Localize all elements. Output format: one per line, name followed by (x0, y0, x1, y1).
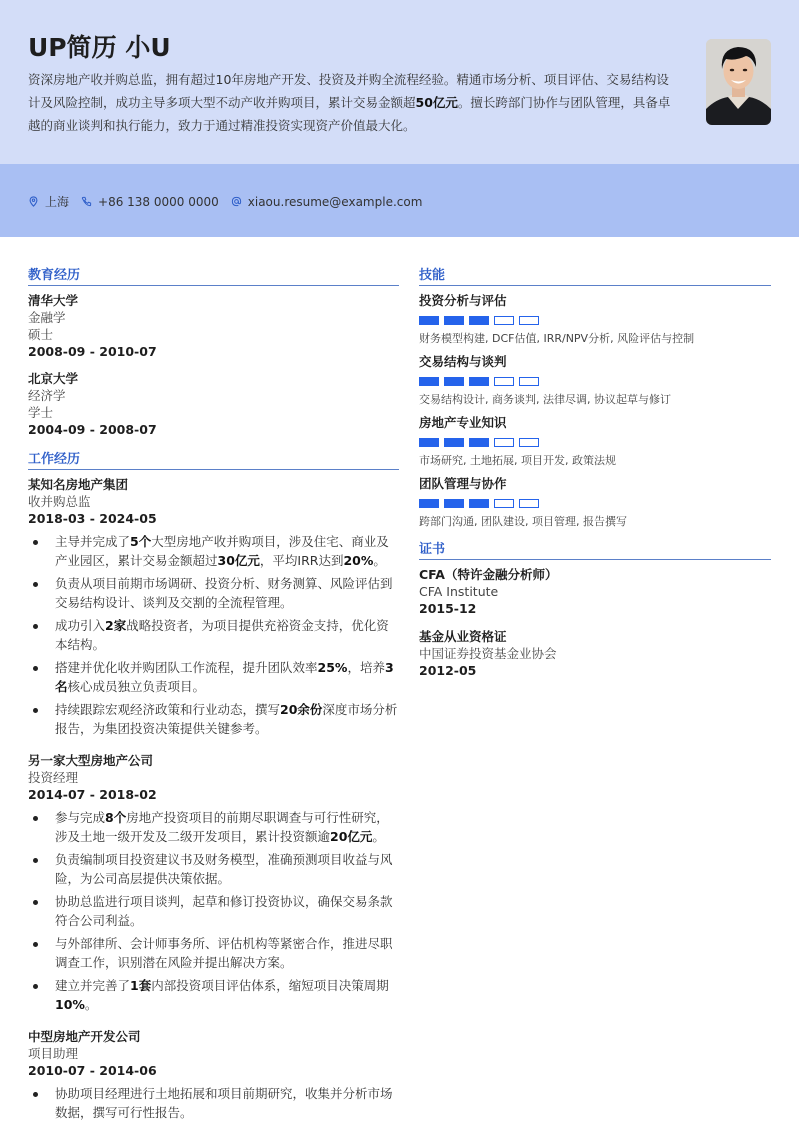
certificates-section-title: 证书 (419, 538, 771, 560)
major: 金融学 (28, 310, 66, 325)
certificate-issuer: CFA Institute (419, 584, 499, 599)
skill-level-segment-filled (469, 438, 489, 447)
job-bullet: 建立并完善了1套内部投资项目评估体系，缩短项目决策周期10%。 (28, 976, 399, 1014)
location-pin-icon (28, 196, 39, 207)
skill-item (419, 414, 771, 469)
education-dates: 2004-09 - 2008-07 (28, 422, 157, 437)
job-entry (28, 1028, 399, 1122)
phone-text: +86 138 0000 0000 (98, 194, 219, 209)
skill-level-segment-empty (494, 499, 514, 508)
skill-level-segment-empty (494, 438, 514, 447)
summary-text: 资深房地产收并购总监，拥有超过10年房地产开发、投资及并购全流程经验。精通市场分析、项目评估、交易结构设计及风险控制，成功主导多项大型不动产收并购项目，累计交易金额超 (28, 72, 669, 110)
certificate-item (419, 628, 771, 680)
degree: 学士 (28, 405, 54, 420)
skill-level-segment-empty (519, 316, 539, 325)
skill-level-segment-empty (519, 377, 539, 386)
job-role: 收并购总监 (28, 494, 91, 509)
summary-text: 。擅长跨部门协作与团队管理，具备卓越的商业谈判和执行能力，致力于通过精准投资实现资产价值最大化。 (28, 95, 671, 133)
education-item (28, 292, 399, 361)
skill-keywords: 跨部门沟通, 团队建设, 项目管理, 报告撰写 (419, 515, 627, 528)
certificate-item (419, 566, 771, 618)
summary-highlight: 50亿元 (415, 95, 458, 110)
skill-level-segment-filled (419, 377, 439, 386)
skill-keywords: 市场研究, 土地拓展, 项目开发, 政策法规 (419, 454, 616, 467)
company-name: 另一家大型房地产公司 (28, 753, 154, 768)
skill-level-bar (419, 316, 771, 325)
certificate-name: 基金从业资格证 (419, 629, 507, 644)
skill-level-segment-filled (444, 438, 464, 447)
avatar-photo (706, 39, 771, 125)
certificate-issuer: 中国证券投资基金业协会 (419, 646, 557, 661)
skill-name: 房地产专业知识 (419, 415, 507, 430)
degree: 硕士 (28, 327, 54, 342)
job-bullet: 协助项目经理进行土地拓展和项目前期研究，收集并分析市场数据，撰写可行性报告。 (28, 1084, 399, 1122)
job-bullet: 负责编制项目投资建议书及财务模型，准确预测项目收益与风险，为公司高层提供决策依据。 (28, 850, 399, 888)
job-bullet: 参与完成8个房地产投资项目的前期尽职调查与可行性研究，涉及土地一级开发及二级开发项目，累计投资额逾20亿元。 (28, 808, 399, 846)
skill-level-bar (419, 377, 771, 386)
skill-item (419, 353, 771, 408)
job-bullet: 协助总监进行项目谈判，起草和修订投资协议，确保交易条款符合公司利益。 (28, 892, 399, 930)
job-role: 投资经理 (28, 770, 79, 785)
skill-level-segment-filled (469, 499, 489, 508)
skill-level-segment-empty (519, 499, 539, 508)
location-text: 上海 (45, 195, 70, 209)
at-sign-icon (231, 196, 242, 207)
skill-level-segment-empty (494, 377, 514, 386)
skill-keywords: 财务模型构建, DCF估值, IRR/NPV分析, 风险评估与控制 (419, 332, 695, 345)
company-name: 中型房地产开发公司 (28, 1029, 141, 1044)
job-entry (28, 476, 399, 738)
right-column (419, 264, 771, 690)
school-name: 北京大学 (28, 371, 79, 386)
skill-level-bar (419, 438, 771, 447)
job-bullet: 搭建并优化收并购团队工作流程，提升团队效率25%，培养3名核心成员独立负责项目。 (28, 658, 399, 696)
email-text: xiaou.resume@example.com (247, 194, 423, 209)
job-entry (28, 752, 399, 1014)
education-section-title: 教育经历 (28, 264, 399, 286)
skill-keywords: 交易结构设计, 商务谈判, 法律尽调, 协议起草与修订 (419, 393, 671, 406)
job-dates: 2010-07 - 2014-06 (28, 1063, 157, 1078)
job-bullet: 与外部律所、会计师事务所、评估机构等紧密合作，推进尽职调查工作，识别潜在风险并提出解决方案。 (28, 934, 399, 972)
major: 经济学 (28, 388, 66, 403)
contact-phone[interactable] (81, 195, 219, 209)
skill-level-segment-filled (469, 377, 489, 386)
skill-level-segment-filled (469, 316, 489, 325)
job-bullets (28, 532, 399, 738)
education-dates: 2008-09 - 2010-07 (28, 344, 157, 359)
job-dates: 2018-03 - 2024-05 (28, 511, 157, 526)
phone-icon (81, 196, 92, 207)
skill-level-segment-empty (494, 316, 514, 325)
job-dates: 2014-07 - 2018-02 (28, 787, 157, 802)
contact-location (28, 193, 69, 210)
candidate-name: UP简历 小U (28, 33, 171, 62)
contact-info (28, 193, 434, 210)
school-name: 清华大学 (28, 293, 79, 308)
skill-name: 团队管理与协作 (419, 476, 507, 491)
certificate-date: 2012-05 (419, 663, 477, 678)
skill-name: 投资分析与评估 (419, 293, 507, 308)
person-portrait-icon (706, 39, 771, 125)
job-role: 项目助理 (28, 1046, 79, 1061)
skill-item (419, 292, 771, 347)
job-bullets (28, 808, 399, 1014)
skill-level-segment-filled (444, 377, 464, 386)
company-name: 某知名房地产集团 (28, 477, 129, 492)
skill-level-segment-filled (419, 316, 439, 325)
left-column (28, 264, 399, 1130)
skill-level-segment-filled (444, 316, 464, 325)
education-item (28, 370, 399, 439)
skill-level-bar (419, 499, 771, 508)
job-bullet: 负责从项目前期市场调研、投资分析、财务测算、风险评估到交易结构设计、谈判及交割的全流程管理。 (28, 574, 399, 612)
job-bullet: 成功引入2家战略投资者，为项目提供充裕资金支持，优化资本结构。 (28, 616, 399, 654)
skills-section-title: 技能 (419, 264, 771, 286)
certificate-name: CFA（特许金融分析师） (419, 567, 558, 582)
contact-email[interactable] (231, 195, 423, 209)
skill-name: 交易结构与谈判 (419, 354, 507, 369)
skill-level-segment-empty (519, 438, 539, 447)
profile-summary (28, 68, 678, 137)
job-bullet: 持续跟踪宏观经济政策和行业动态，撰写20余份深度市场分析报告，为集团投资决策提供关键参考。 (28, 700, 399, 738)
job-bullets (28, 1084, 399, 1122)
job-bullet: 主导并完成了5个大型房地产收并购项目，涉及住宅、商业及产业园区，累计交易金额超过30亿元，平均IRR达到20%。 (28, 532, 399, 570)
skill-level-segment-filled (419, 499, 439, 508)
skill-level-segment-filled (444, 499, 464, 508)
skill-level-segment-filled (419, 438, 439, 447)
certificate-date: 2015-12 (419, 601, 477, 616)
skill-item (419, 475, 771, 530)
work-section-title: 工作经历 (28, 448, 399, 470)
